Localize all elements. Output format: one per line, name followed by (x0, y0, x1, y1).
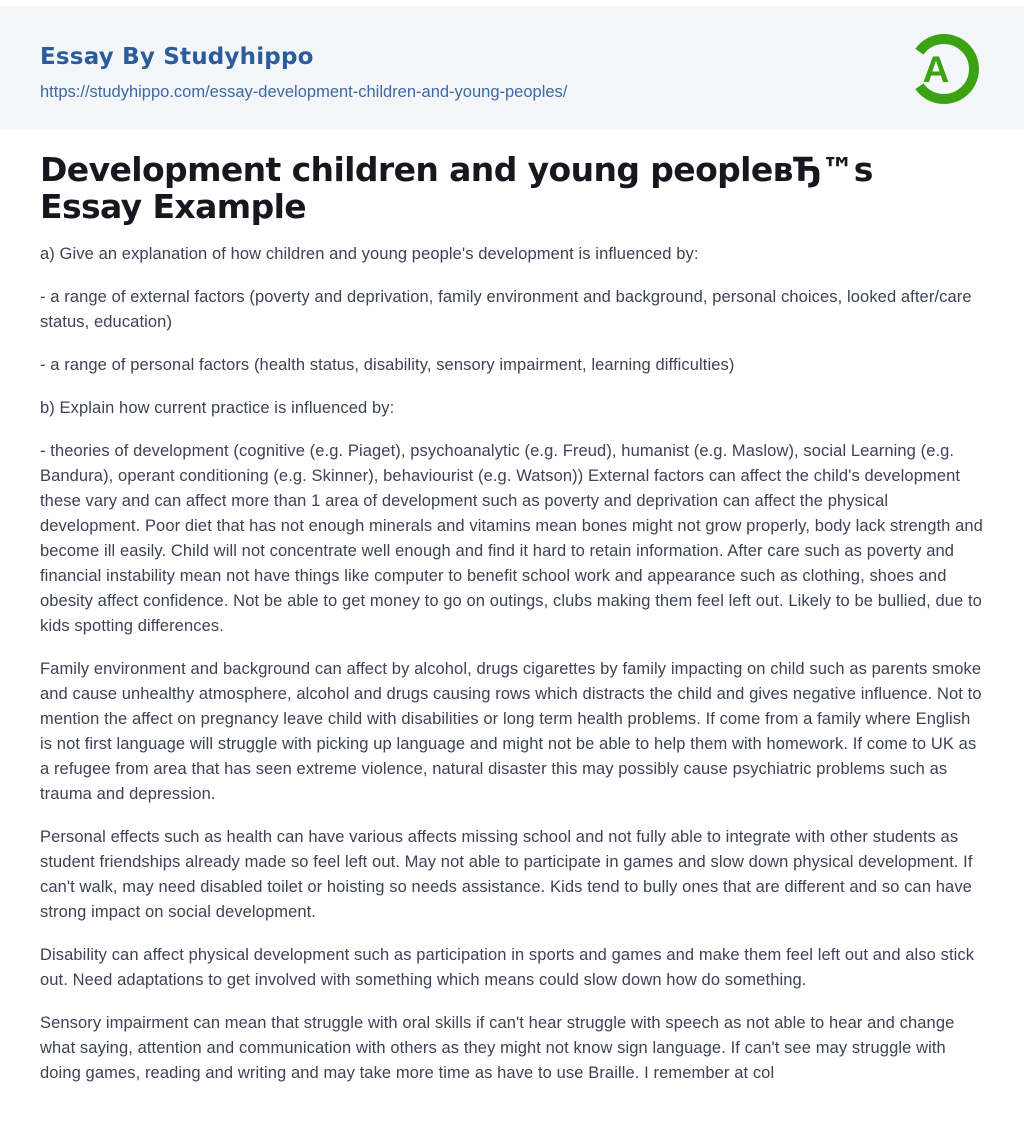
essay-paragraph: Personal effects such as health can have various affects missing school and not fully able to integrate with other students as student friendships already made so feel left out. May not able to participate in games and slow down physical development. If can't walk, may need disabled toilet or hoisting so needs assistance. Kids tend to bully ones that are different and so can have strong impact on social development. (40, 828, 973, 921)
essay-paragraph: - a range of external factors (poverty and deprivation, family environment and background, personal choices, looked after/care status, education) (40, 288, 972, 331)
logo-letter: A (922, 48, 950, 90)
essay-content (0, 129, 1024, 1086)
essay-paragraph: Family environment and background can affect by alcohol, drugs cigarettes by family impacting on child such as parents smoke and cause unhealthy atmosphere, alcohol and drugs causing rows which distracts the child and gives negative influence. Not to mention the affect on pregnancy leave child with disabilities or long term health problems. If come from a family where English is not first language will struggle with picking up language and might not be able to help them with homework. If come to UK as a refugee from area that has seen extreme violence, natural disaster this may possibly cause psychiatric problems such as trauma and depression. (40, 660, 982, 803)
essay-paragraph: a) Give an explanation of how children and young people's development is influenced by: (40, 245, 699, 263)
page-url-link[interactable]: https://studyhippo.com/essay-development-children-and-young-peoples/ (40, 82, 568, 101)
essay-paragraph: Disability can affect physical development such as participation in sports and games and make them feel left out and also stick out. Need adaptations to get involved with something which means could slow down how do something. (40, 946, 975, 989)
header (0, 6, 1024, 129)
essay-paragraph: - theories of development (cognitive (e.g. Piaget), psychoanalytic (e.g. Freud), humanist (e.g. Maslow), social Learning (e.g. Bandura), operant conditioning (e.g. Skinner), behaviourist (e.g. Watson)) External factors can affect the child's development these vary and can affect more than 1 area of development such as poverty and deprivation can affect the physical development. Poor diet that has not enough minerals and vitamins mean bones might not grow properly, body lack strength and become ill easily. Child will not concentrate well enough and find it hard to retain information. After care such as poverty and financial instability mean not have things like computer to benefit school work and appearance such as clothing, shoes and obesity affect confidence. Not be able to get money to go on outings, clubs making them feel left out. Likely to be bullied, due to kids spotting differences. (40, 442, 983, 635)
essay-paragraph: b) Explain how current practice is influenced by: (40, 399, 395, 417)
essay-paragraph: - a range of personal factors (health status, disability, sensory impairment, learning difficulties) (40, 356, 735, 374)
essay-title: Development children and young peopleвЂ™s Essay Example (40, 150, 873, 226)
header-text-block (40, 34, 567, 102)
studyhippo-logo-icon (904, 23, 984, 115)
site-title: Essay By Studyhippo (40, 43, 314, 70)
essay-paragraph: Sensory impairment can mean that struggle with oral skills if can't hear struggle with speech as not able to hear and change what saying, attention and communication with others as they might not know sign language. If can't see may struggle with doing games, reading and writing and may take more time as have to use Braille. I remember at col (40, 1014, 955, 1082)
